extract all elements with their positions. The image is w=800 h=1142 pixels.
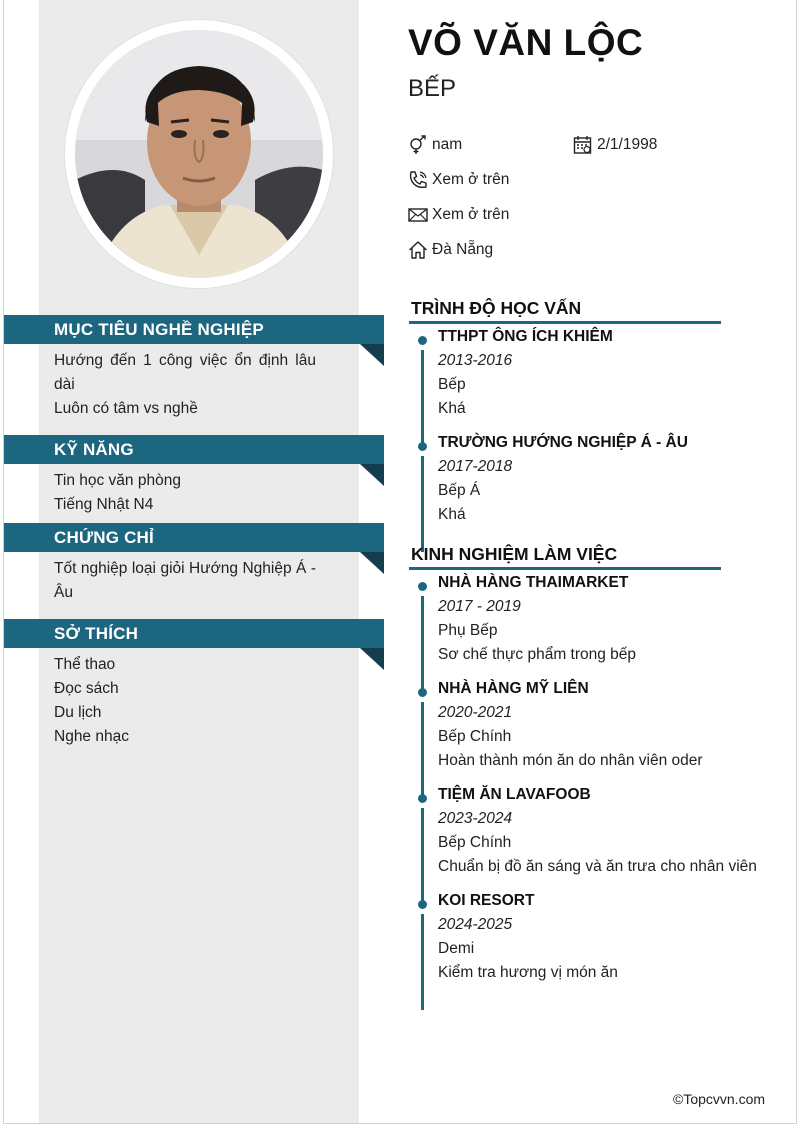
experience-position: Demi: [438, 940, 475, 957]
avatar: [75, 30, 323, 278]
objective-heading-text: MỤC TIÊU NGHỀ NGHIỆP: [54, 320, 264, 339]
avatar-frame: [65, 20, 333, 288]
education-grade: Khá: [438, 400, 466, 417]
education-major: Bếp: [438, 376, 466, 393]
address-value: Đà Nẵng: [432, 241, 494, 258]
timeline-line: [421, 456, 424, 552]
hobby-item: Nghe nhạc: [54, 728, 129, 745]
timeline-line: [421, 914, 424, 1010]
experience-period: 2017 - 2019: [438, 598, 521, 615]
company-name: TIỆM ĂN LAVAFOOB: [438, 786, 591, 803]
experience-period: 2023-2024: [438, 810, 513, 827]
experience-period: 2024-2025: [438, 916, 513, 933]
company-name: NHÀ HÀNG THAIMARKET: [438, 574, 629, 591]
education-rule: [409, 321, 721, 324]
objective-body: [54, 349, 316, 421]
timeline-line: [421, 808, 424, 904]
skills-heading: [4, 435, 384, 464]
timeline-line: [421, 596, 424, 692]
hobbies-body: [54, 653, 316, 749]
timeline-dot: [418, 336, 427, 345]
gender-icon: [408, 135, 428, 155]
timeline-dot: [418, 582, 427, 591]
home-icon: [408, 240, 428, 260]
hobby-item: Thể thao: [54, 656, 116, 673]
certificates-body: [54, 557, 316, 605]
experience-rule: [409, 567, 721, 570]
objective-line-2: Luôn có tâm vs nghề: [54, 400, 198, 417]
timeline-line: [421, 702, 424, 798]
timeline-line: [421, 350, 424, 446]
hobby-item: Du lịch: [54, 704, 102, 721]
skill-item: Tin học văn phòng: [54, 472, 181, 489]
education-period: 2013-2016: [438, 352, 513, 369]
certificate-item: Tốt nghiệp loại giỏi Hướng Nghiệp Á - Âu: [54, 560, 316, 601]
company-name: NHÀ HÀNG MỸ LIÊN: [438, 680, 589, 697]
job-title: BẾP: [408, 75, 457, 102]
avatar-photo: [75, 30, 323, 278]
skills-body: [54, 469, 316, 517]
timeline-dot: [418, 794, 427, 803]
certificates-heading-text: CHỨNG CHỈ: [54, 528, 154, 547]
experience-description: Hoàn thành món ăn do nhân viên oder: [438, 752, 703, 769]
education-grade: Khá: [438, 506, 466, 523]
hobbies-heading-text: SỞ THÍCH: [54, 624, 139, 643]
hobbies-heading: [4, 619, 384, 648]
experience-description: Chuẩn bị đồ ăn sáng và ăn trưa cho nhân viên: [438, 858, 757, 875]
footer-credit: ©Topcvvn.com: [673, 1091, 766, 1107]
education-period: 2017-2018: [438, 458, 513, 475]
school-name: TTHPT ÔNG ÍCH KHIÊM: [438, 328, 613, 345]
resume-page: [3, 0, 797, 1124]
experience-position: Bếp Chính: [438, 834, 512, 851]
skills-heading-text: KỸ NĂNG: [54, 440, 134, 459]
phone-icon: [408, 170, 428, 190]
calendar-icon: [573, 135, 593, 155]
education-major: Bếp Á: [438, 482, 481, 499]
objective-heading: [4, 315, 384, 344]
certificates-heading: [4, 523, 384, 552]
experience-period: 2020-2021: [438, 704, 513, 721]
candidate-name: VÕ VĂN LỘC: [408, 22, 644, 63]
experience-position: Bếp Chính: [438, 728, 512, 745]
objective-line-1: Hướng đến 1 công việc ổn định lâu dài: [54, 352, 316, 393]
experience-heading: KINH NGHIỆM LÀM VIỆC: [411, 544, 618, 564]
birthdate-value: 2/1/1998: [597, 136, 658, 153]
school-name: TRƯỜNG HƯỚNG NGHIỆP Á - ÂU: [438, 434, 688, 451]
timeline-dot: [418, 688, 427, 697]
timeline-dot: [418, 900, 427, 909]
experience-position: Phụ Bếp: [438, 622, 498, 639]
education-heading: TRÌNH ĐỘ HỌC VẤN: [411, 298, 582, 318]
phone-value: Xem ở trên: [432, 171, 510, 188]
timeline-dot: [418, 442, 427, 451]
email-value: Xem ở trên: [432, 206, 510, 223]
skill-item: Tiếng Nhật N4: [54, 496, 154, 513]
company-name: KOI RESORT: [438, 892, 535, 909]
gender-value: nam: [432, 136, 463, 153]
experience-description: Kiểm tra hương vị món ăn: [438, 964, 618, 981]
mail-icon: [408, 205, 428, 225]
experience-description: Sơ chế thực phẩm trong bếp: [438, 646, 637, 663]
hobby-item: Đọc sách: [54, 680, 119, 697]
